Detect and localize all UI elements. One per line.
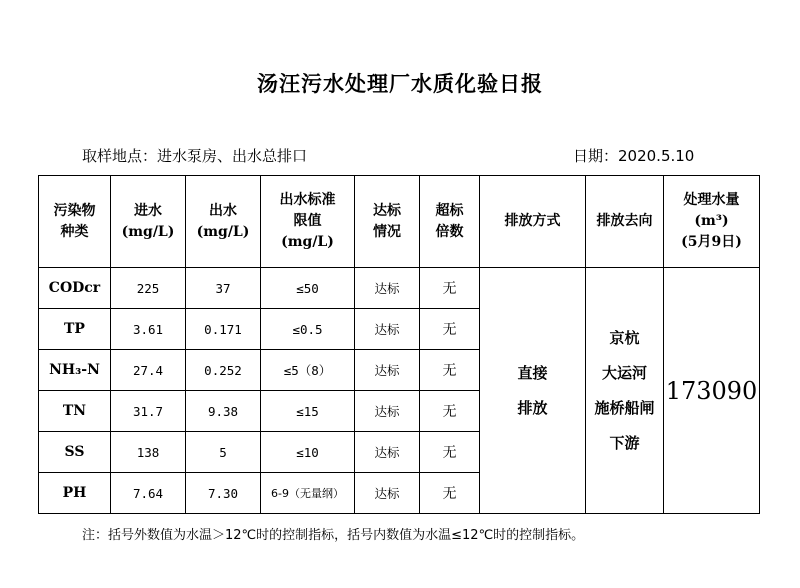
inflow-cell: 7.64 (111, 473, 186, 514)
discharge-destination-cell: 京杭 大运河 施桥船闸 下游 (586, 268, 664, 514)
outflow-cell: 7.30 (186, 473, 261, 514)
report-title: 汤汪污水处理厂水质化验日报 (257, 72, 543, 96)
header-volume: 处理水量 (m³) (5月9日) (664, 176, 760, 268)
pollutant-cell: TN (39, 391, 111, 432)
header-discharge-dest: 排放去向 (586, 176, 664, 268)
header-status: 达标 情况 (355, 176, 420, 268)
exceed-cell: 无 (420, 432, 480, 473)
outflow-cell: 9.38 (186, 391, 261, 432)
exceed-cell: 无 (420, 391, 480, 432)
sampling-location: 取样地点：进水泵房、出水总排口 (82, 147, 308, 165)
standard-cell: 6-9（无量纲） (261, 473, 355, 514)
header-exceed: 超标 倍数 (420, 176, 480, 268)
header-standard: 出水标准 限值 (mg/L) (261, 176, 355, 268)
header-outflow: 出水 (mg/L) (186, 176, 261, 268)
header-inflow: 进水 (mg/L) (111, 176, 186, 268)
status-cell: 达标 (355, 391, 420, 432)
exceed-cell: 无 (420, 473, 480, 514)
outflow-cell: 37 (186, 268, 261, 309)
inflow-cell: 225 (111, 268, 186, 309)
status-cell: 达标 (355, 309, 420, 350)
status-cell: 达标 (355, 350, 420, 391)
standard-cell: ≤0.5 (261, 309, 355, 350)
inflow-cell: 3.61 (111, 309, 186, 350)
pollutant-cell: PH (39, 473, 111, 514)
pollutant-cell: TP (39, 309, 111, 350)
exceed-cell: 无 (420, 268, 480, 309)
standard-cell: ≤15 (261, 391, 355, 432)
header-discharge-method: 排放方式 (480, 176, 586, 268)
inflow-cell: 27.4 (111, 350, 186, 391)
standard-cell: ≤5（8） (261, 350, 355, 391)
pollutant-cell: SS (39, 432, 111, 473)
standard-cell: ≤50 (261, 268, 355, 309)
status-cell: 达标 (355, 268, 420, 309)
outflow-cell: 0.171 (186, 309, 261, 350)
water-quality-table (38, 175, 760, 514)
standard-cell: ≤10 (261, 432, 355, 473)
pollutant-cell: CODcr (39, 268, 111, 309)
footnote: 注：括号外数值为水温＞12℃时的控制指标，括号内数值为水温≤12℃时的控制指标。 (82, 528, 585, 543)
outflow-cell: 0.252 (186, 350, 261, 391)
inflow-cell: 138 (111, 432, 186, 473)
inflow-cell: 31.7 (111, 391, 186, 432)
discharge-method-cell: 直接 排放 (480, 268, 586, 514)
treated-volume-cell: 173090 (664, 268, 760, 514)
exceed-cell: 无 (420, 350, 480, 391)
outflow-cell: 5 (186, 432, 261, 473)
status-cell: 达标 (355, 432, 420, 473)
exceed-cell: 无 (420, 309, 480, 350)
status-cell: 达标 (355, 473, 420, 514)
header-pollutant: 污染物 种类 (39, 176, 111, 268)
header-row (39, 176, 760, 268)
report-date: 日期：2020.5.10 (573, 147, 695, 165)
table-row (39, 268, 760, 309)
pollutant-cell: NH₃-N (39, 350, 111, 391)
